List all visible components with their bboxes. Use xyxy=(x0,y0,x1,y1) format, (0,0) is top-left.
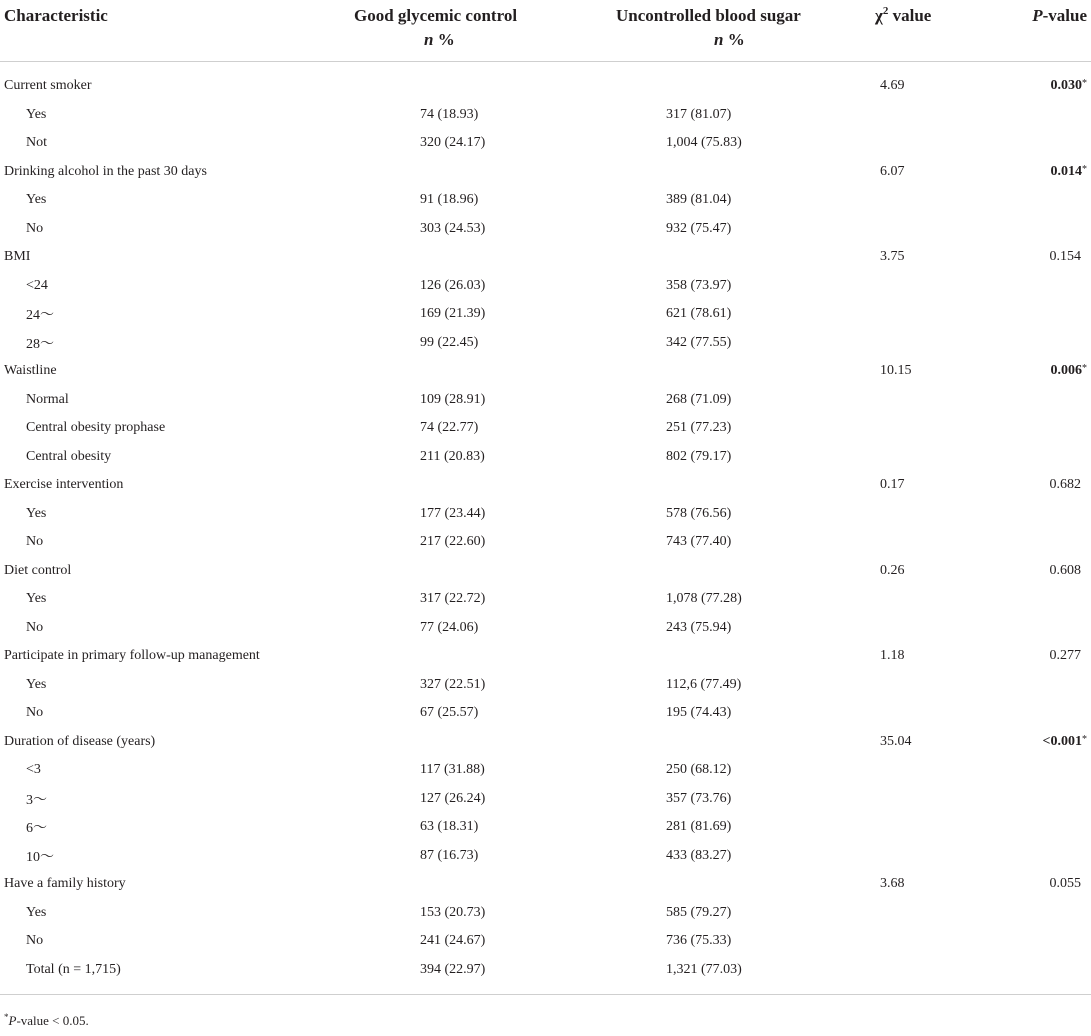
header-chi-symbol: χ xyxy=(875,6,883,25)
table-row xyxy=(0,699,1091,728)
chi-square-cell xyxy=(853,756,971,785)
uncontrolled-cell: 358 (73.97) xyxy=(666,277,732,293)
header-uncontrolled-blood-sugar xyxy=(568,0,853,62)
good-control-cell: 177 (23.44) xyxy=(420,505,486,521)
chi-square-cell xyxy=(853,272,971,301)
category-label: Diet control xyxy=(4,562,72,578)
header-good-glycemic-control xyxy=(350,0,568,62)
header-uncontrolled-pct: % xyxy=(723,30,745,49)
chi-square-cell: 3.68 xyxy=(880,876,905,892)
uncontrolled-cell: 1,321 (77.03) xyxy=(568,956,853,995)
chi-square-cell xyxy=(853,329,971,358)
table-body xyxy=(0,62,1091,995)
chi-square-cell: 35.04 xyxy=(880,733,912,749)
subcategory-label: No xyxy=(26,220,44,236)
good-control-cell: 394 (22.97) xyxy=(350,956,568,995)
header-uncontrolled-subheader xyxy=(616,28,853,52)
subcategory-label: Central obesity xyxy=(26,448,112,464)
uncontrolled-cell: 389 (81.04) xyxy=(666,192,732,208)
chi-square-cell xyxy=(853,956,971,995)
table-row xyxy=(0,243,1091,272)
uncontrolled-cell: 1,004 (75.83) xyxy=(666,135,742,151)
good-control-cell: 99 (22.45) xyxy=(420,334,479,350)
table-row xyxy=(0,870,1091,899)
good-control-cell: 241 (24.67) xyxy=(420,933,486,949)
subcategory-label: Not xyxy=(26,135,47,151)
good-control-cell: 217 (22.60) xyxy=(420,534,486,550)
uncontrolled-cell: 802 (79.17) xyxy=(666,448,732,464)
p-value-cell xyxy=(971,642,1091,671)
p-value-cell xyxy=(971,927,1091,956)
good-control-cell xyxy=(350,870,568,899)
good-control-cell: 317 (22.72) xyxy=(420,591,486,607)
subcategory-label: Yes xyxy=(26,904,47,920)
subcategory-label: <3 xyxy=(26,762,41,778)
table-row xyxy=(0,300,1091,329)
table-row xyxy=(0,956,1091,995)
chi-square-cell xyxy=(853,386,971,415)
header-uncontrolled-n: n xyxy=(714,30,724,49)
p-value-text: 0.682 xyxy=(1049,477,1081,493)
table-row xyxy=(0,756,1091,785)
p-value-cell xyxy=(971,785,1091,814)
chi-square-cell xyxy=(853,842,971,871)
table-row xyxy=(0,671,1091,700)
header-characteristic: Characteristic xyxy=(0,0,350,62)
chi-square-cell: 0.26 xyxy=(880,562,905,578)
uncontrolled-cell: 621 (78.61) xyxy=(666,306,732,322)
uncontrolled-cell: 357 (73.76) xyxy=(666,790,732,806)
uncontrolled-cell: 342 (77.55) xyxy=(666,334,732,350)
uncontrolled-cell: 585 (79.27) xyxy=(666,904,732,920)
chi-square-cell xyxy=(853,129,971,158)
table-row xyxy=(0,785,1091,814)
chi-square-cell xyxy=(853,671,971,700)
subcategory-label: No xyxy=(26,933,44,949)
p-value-cell xyxy=(971,272,1091,301)
uncontrolled-cell: 281 (81.69) xyxy=(666,819,732,835)
table-row xyxy=(0,842,1091,871)
table-row xyxy=(0,813,1091,842)
table-row xyxy=(0,642,1091,671)
uncontrolled-cell: 743 (77.40) xyxy=(666,534,732,550)
table-row xyxy=(0,158,1091,187)
category-label: Current smoker xyxy=(4,78,92,94)
category-label: Drinking alcohol in the past 30 days xyxy=(4,163,207,179)
uncontrolled-cell: 243 (75.94) xyxy=(666,619,732,635)
good-control-cell xyxy=(350,62,568,101)
chi-square-cell xyxy=(853,614,971,643)
p-value-cell xyxy=(971,956,1091,995)
uncontrolled-cell xyxy=(568,870,853,899)
good-control-cell xyxy=(350,557,568,586)
table-row xyxy=(0,528,1091,557)
table-row xyxy=(0,129,1091,158)
footnote-text: -value < 0.05. xyxy=(16,1013,89,1028)
uncontrolled-cell: 195 (74.43) xyxy=(666,705,732,721)
subcategory-label: Yes xyxy=(26,676,47,692)
header-p-italic: P xyxy=(1032,6,1043,25)
table-row xyxy=(0,329,1091,358)
good-control-cell: 63 (18.31) xyxy=(420,819,479,835)
header-p-value xyxy=(971,0,1091,62)
p-value-cell xyxy=(971,614,1091,643)
header-chi-text: value xyxy=(888,6,932,25)
p-value-cell xyxy=(971,243,1091,272)
uncontrolled-cell: 268 (71.09) xyxy=(666,391,732,407)
chi-square-cell xyxy=(853,215,971,244)
good-control-cell: 211 (20.83) xyxy=(420,448,485,464)
p-value-cell xyxy=(971,528,1091,557)
uncontrolled-cell xyxy=(568,728,853,757)
p-value-cell xyxy=(971,215,1091,244)
chi-square-cell xyxy=(853,443,971,472)
p-value-cell xyxy=(971,300,1091,329)
good-control-cell xyxy=(350,728,568,757)
good-control-cell: 67 (25.57) xyxy=(420,705,479,721)
uncontrolled-cell xyxy=(568,642,853,671)
good-control-cell xyxy=(350,243,568,272)
good-control-cell xyxy=(350,158,568,187)
p-value-cell xyxy=(971,329,1091,358)
p-value-cell xyxy=(971,443,1091,472)
table-row xyxy=(0,927,1091,956)
p-value-cell xyxy=(971,671,1091,700)
good-control-cell: 320 (24.17) xyxy=(420,135,486,151)
category-label: Participate in primary follow-up management xyxy=(4,648,260,664)
p-value-cell xyxy=(971,557,1091,586)
chi-square-cell xyxy=(853,927,971,956)
p-value-cell xyxy=(971,62,1091,101)
header-good-n: n xyxy=(424,30,434,49)
uncontrolled-cell xyxy=(568,243,853,272)
p-value-text: <0.001 xyxy=(1042,733,1082,749)
table-row xyxy=(0,614,1091,643)
subcategory-label: 3～ xyxy=(26,792,47,808)
p-value-cell xyxy=(971,756,1091,785)
chi-square-cell xyxy=(853,699,971,728)
uncontrolled-cell: 250 (68.12) xyxy=(666,762,732,778)
table-row xyxy=(0,62,1091,101)
significance-star: * xyxy=(1082,78,1087,90)
p-value-cell xyxy=(971,186,1091,215)
significance-star: * xyxy=(1082,363,1087,375)
chi-square-cell: 4.69 xyxy=(880,78,905,94)
uncontrolled-cell: 1,078 (77.28) xyxy=(666,591,742,607)
subcategory-label: <24 xyxy=(26,277,48,293)
table-row xyxy=(0,186,1091,215)
subcategory-label: Total (n = 1,715) xyxy=(0,956,350,995)
chi-square-cell: 6.07 xyxy=(880,163,905,179)
good-control-cell: 327 (22.51) xyxy=(420,676,486,692)
table-row xyxy=(0,443,1091,472)
uncontrolled-cell: 317 (81.07) xyxy=(666,106,732,122)
table-row xyxy=(0,500,1091,529)
good-control-cell: 91 (18.96) xyxy=(420,192,479,208)
good-control-cell: 109 (28.91) xyxy=(420,391,486,407)
p-value-cell xyxy=(971,414,1091,443)
header-chi-superscript: 2 xyxy=(882,5,889,17)
p-value-cell xyxy=(971,585,1091,614)
p-value-text: 0.055 xyxy=(1049,876,1081,892)
p-value-cell xyxy=(971,101,1091,130)
footnote-p-italic: P xyxy=(8,1013,17,1028)
uncontrolled-cell: 433 (83.27) xyxy=(666,847,732,863)
table-header xyxy=(0,0,1091,62)
p-value-cell xyxy=(971,357,1091,386)
category-label: Waistline xyxy=(4,363,57,379)
good-control-cell: 126 (26.03) xyxy=(420,277,486,293)
good-control-cell xyxy=(350,471,568,500)
significance-star: * xyxy=(1082,733,1087,745)
chi-square-cell: 3.75 xyxy=(880,249,905,265)
p-value-text: 0.608 xyxy=(1049,562,1081,578)
header-chi-square-value xyxy=(853,0,971,62)
table-row xyxy=(0,386,1091,415)
p-value-cell xyxy=(971,386,1091,415)
table-row xyxy=(0,215,1091,244)
good-control-cell xyxy=(350,357,568,386)
significance-star: * xyxy=(1082,163,1087,175)
subcategory-label: Yes xyxy=(26,192,47,208)
chi-square-cell xyxy=(853,899,971,928)
category-label: Duration of disease (years) xyxy=(4,733,156,749)
chi-square-cell xyxy=(853,186,971,215)
p-value-cell xyxy=(971,813,1091,842)
table-row xyxy=(0,585,1091,614)
table-row xyxy=(0,728,1091,757)
subcategory-label: Yes xyxy=(26,505,47,521)
header-good-subheader xyxy=(354,28,568,52)
uncontrolled-cell: 736 (75.33) xyxy=(666,933,732,949)
good-control-cell: 74 (18.93) xyxy=(420,106,479,122)
table-row xyxy=(0,899,1091,928)
good-control-cell: 303 (24.53) xyxy=(420,220,486,236)
p-value-cell xyxy=(971,870,1091,899)
p-value-cell xyxy=(971,899,1091,928)
chi-square-cell: 10.15 xyxy=(880,363,912,379)
subcategory-label: No xyxy=(26,619,44,635)
chi-square-cell xyxy=(853,500,971,529)
subcategory-label: No xyxy=(26,534,44,550)
uncontrolled-cell xyxy=(568,471,853,500)
good-control-cell: 77 (24.06) xyxy=(420,619,479,635)
chi-square-cell xyxy=(853,414,971,443)
good-control-cell: 117 (31.88) xyxy=(420,762,485,778)
p-value-text: 0.006 xyxy=(1050,363,1082,379)
good-control-cell xyxy=(350,642,568,671)
chi-square-cell xyxy=(853,300,971,329)
header-row xyxy=(0,0,1091,62)
p-value-cell xyxy=(971,158,1091,187)
table-row xyxy=(0,557,1091,586)
table-row xyxy=(0,414,1091,443)
table-row xyxy=(0,471,1091,500)
subcategory-label: 24～ xyxy=(26,308,54,324)
chi-square-cell xyxy=(853,101,971,130)
p-value-text: 0.154 xyxy=(1049,249,1081,265)
chi-square-cell xyxy=(853,785,971,814)
uncontrolled-cell: 112,6 (77.49) xyxy=(666,676,742,692)
category-label: BMI xyxy=(4,249,31,265)
uncontrolled-cell: 932 (75.47) xyxy=(666,220,732,236)
uncontrolled-cell xyxy=(568,357,853,386)
good-control-cell: 127 (26.24) xyxy=(420,790,486,806)
p-value-text: 0.277 xyxy=(1049,648,1081,664)
uncontrolled-cell xyxy=(568,557,853,586)
footnote-star: * xyxy=(4,1012,9,1022)
table-footnote xyxy=(4,1012,89,1029)
chi-square-cell: 1.18 xyxy=(880,648,905,664)
good-control-cell: 74 (22.77) xyxy=(420,420,479,436)
subcategory-label: Normal xyxy=(26,391,69,407)
p-value-cell xyxy=(971,699,1091,728)
category-label: Exercise intervention xyxy=(4,477,124,493)
uncontrolled-cell: 251 (77.23) xyxy=(666,420,732,436)
header-uncontrolled-label: Uncontrolled blood sugar xyxy=(616,6,801,25)
p-value-cell xyxy=(971,500,1091,529)
table-row xyxy=(0,357,1091,386)
category-label: Have a family history xyxy=(4,876,126,892)
chi-square-cell xyxy=(853,528,971,557)
subcategory-label: Central obesity prophase xyxy=(26,420,166,436)
header-good-label: Good glycemic control xyxy=(354,6,518,25)
p-value-text: 0.030 xyxy=(1050,78,1082,94)
subcategory-label: No xyxy=(26,705,44,721)
subcategory-label: 28～ xyxy=(26,336,54,352)
chi-square-cell: 0.17 xyxy=(880,477,905,493)
good-control-cell: 169 (21.39) xyxy=(420,306,486,322)
subcategory-label: 6～ xyxy=(26,821,47,837)
uncontrolled-cell xyxy=(568,158,853,187)
good-control-cell: 87 (16.73) xyxy=(420,847,479,863)
p-value-cell xyxy=(971,471,1091,500)
header-good-pct: % xyxy=(433,30,455,49)
uncontrolled-cell: 578 (76.56) xyxy=(666,505,732,521)
good-control-cell: 153 (20.73) xyxy=(420,904,486,920)
p-value-text: 0.014 xyxy=(1050,163,1082,179)
table-row xyxy=(0,101,1091,130)
p-value-cell xyxy=(971,842,1091,871)
p-value-cell xyxy=(971,129,1091,158)
chi-square-cell xyxy=(853,585,971,614)
chi-square-cell xyxy=(853,813,971,842)
subcategory-label: 10～ xyxy=(26,849,54,865)
header-p-text: -value xyxy=(1042,6,1087,25)
table-row xyxy=(0,272,1091,301)
subcategory-label: Yes xyxy=(26,591,47,607)
subcategory-label: Yes xyxy=(26,106,47,122)
uncontrolled-cell xyxy=(568,62,853,101)
p-value-cell xyxy=(971,728,1091,757)
